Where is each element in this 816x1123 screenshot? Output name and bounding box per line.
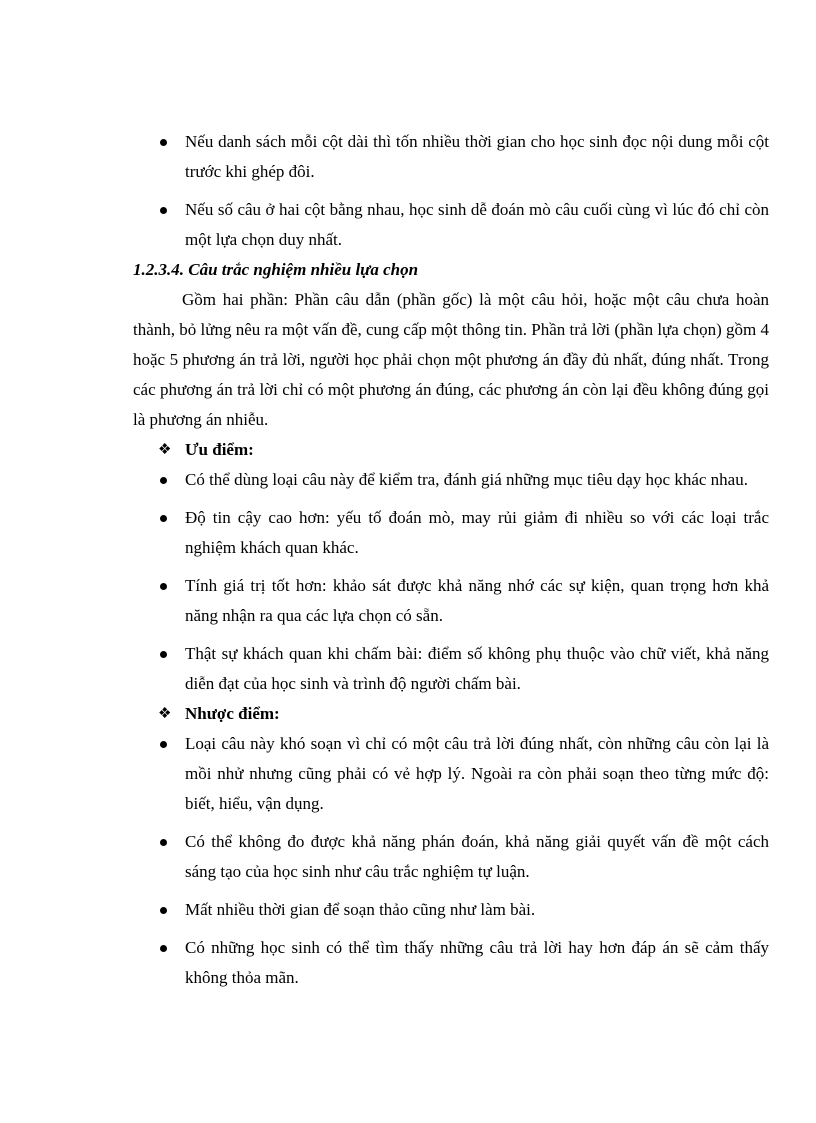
advantages-list [133,465,769,699]
list-item: Nếu số câu ở hai cột bằng nhau, học sinh dễ đoán mò câu cuối cùng vì lúc đó chỉ còn một lựa chọn duy nhất. [133,195,769,255]
page-content [133,127,769,993]
list-item: Độ tin cậy cao hơn: yếu tố đoán mò, may rủi giảm đi nhiều so với các loại trắc nghiệm khách quan khác. [133,503,769,563]
bullet-icon [160,651,167,658]
list-item: Có thể không đo được khả năng phán đoán, khả năng giải quyết vấn đề một cách sáng tạo của học sinh như câu trắc nghiệm tự luận. [133,827,769,887]
bullet-icon [160,945,167,952]
list-item: Có những học sinh có thể tìm thấy những câu trả lời hay hơn đáp án sẽ cảm thấy không thỏa mãn. [133,933,769,993]
section-heading: 1.2.3.4. Câu trắc nghiệm nhiều lựa chọn [133,260,419,279]
top-bullet-list [133,127,769,255]
list-item: Nếu danh sách mỗi cột dài thì tốn nhiều thời gian cho học sinh đọc nội dung mỗi cột trước khi ghép đôi. [133,127,769,187]
bullet-icon [160,207,167,214]
list-item: Loại câu này khó soạn vì chỉ có một câu trả lời đúng nhất, còn những câu còn lại là mồi nhử nhưng cũng phải có vẻ hợp lý. Ngoài ra còn phải soạn theo từng mức độ: biết, hiểu, vận dụng. [133,729,769,819]
disadvantages-list [133,729,769,993]
list-item: Tính giá trị tốt hơn: khảo sát được khả năng nhớ các sự kiện, quan trọng hơn khả năng nhận ra qua các lựa chọn có sẵn. [133,571,769,631]
bullet-icon [160,477,167,484]
bullet-icon [160,741,167,748]
bullet-icon [160,139,167,146]
diamond-bullet-icon: ❖ [158,706,172,722]
list-item: Thật sự khách quan khi chấm bài: điểm số không phụ thuộc vào chữ viết, khả năng diễn đạt của học sinh và trình độ người chấm bài. [133,639,769,699]
diamond-bullet-icon: ❖ [158,442,172,458]
bullet-icon [160,515,167,522]
intro-paragraph: Gồm hai phần: Phần câu dẫn (phần gốc) là một câu hỏi, hoặc một câu chưa hoàn thành, bỏ lửng nêu ra một vấn đề, cung cấp một thông tin. Phần trả lời (phần lựa chọn) gồm 4 hoặc 5 phương án trả lời, người học phải chọn một phương án đầy đủ nhất, đúng nhất. Trong các phương án trả lời chỉ có một phương án đúng, các phương án còn lại đều không đúng gọi là phương án nhiễu. [133,290,769,429]
disadvantages-heading: ❖ Nhược điểm: [133,699,769,729]
list-item: Có thể dùng loại câu này để kiểm tra, đánh giá những mục tiêu dạy học khác nhau. [133,465,769,495]
bullet-icon [160,839,167,846]
list-item: Mất nhiều thời gian để soạn thảo cũng như làm bài. [133,895,769,925]
bullet-icon [160,583,167,590]
bullet-icon [160,907,167,914]
advantages-heading: ❖ Ưu điểm: [133,435,769,465]
